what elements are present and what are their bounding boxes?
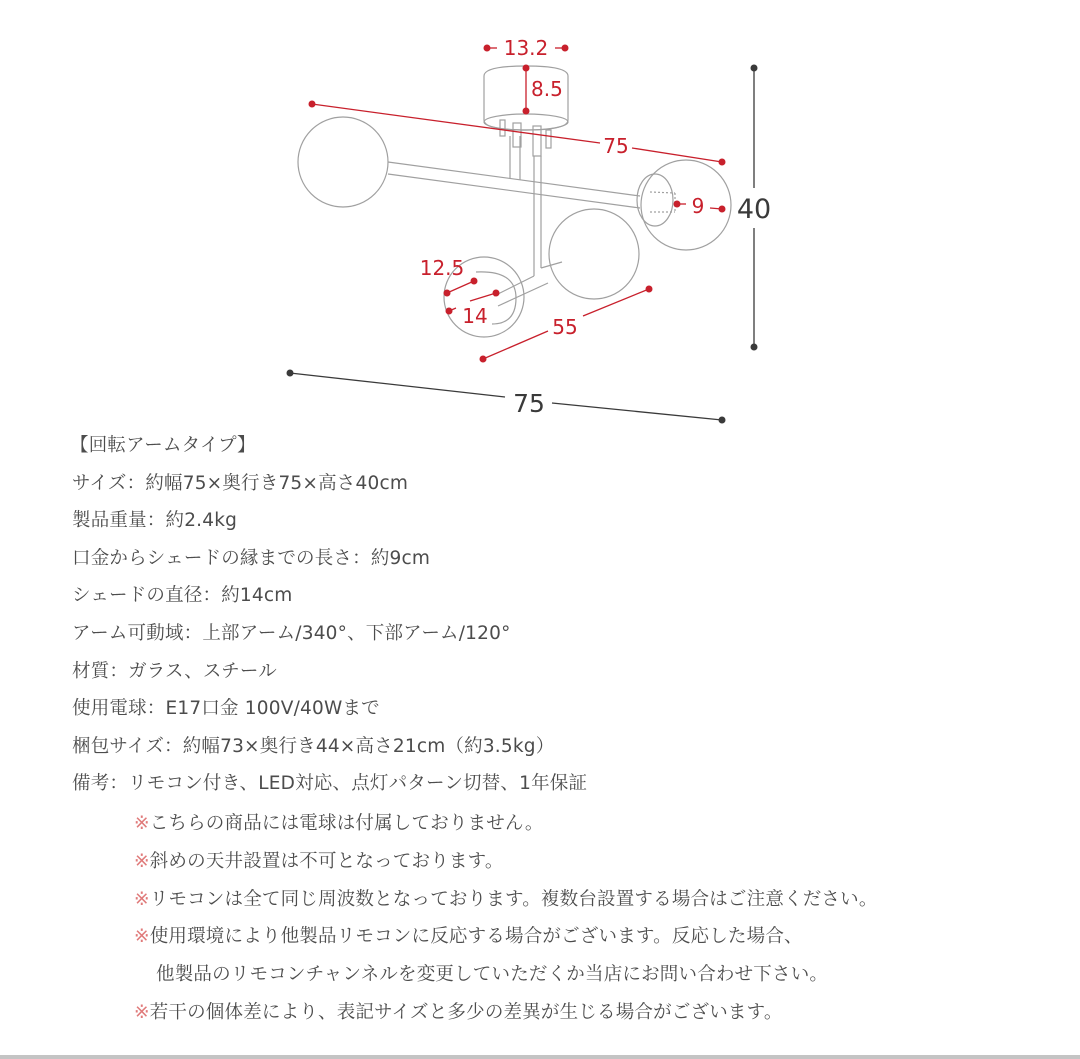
note-mark-icon: ※ [134,888,150,910]
spec-list [72,427,587,803]
note-text: 若干の個体差により、表記サイズと多少の差異が生じる場合がございます。 [149,1001,783,1023]
spec-remarks: 備考：リモコン付き、LED対応、点灯パターン切替、1年保証 [72,773,588,795]
lamp-outline [298,66,731,337]
note-text: 使用環境により他製品リモコンに反応する場合がございます。反応した場合、 [149,926,803,948]
dim-label-shade-diameter: 14 [462,304,488,328]
spec-socket-length: 口金からシェードの縁までの長さ：約9cm [72,547,431,569]
note-text: 他製品のリモコンチャンネルを変更していただくか当店にお問い合わせ下さい。 [156,964,829,986]
bottom-divider [0,1055,1080,1059]
notes-list [134,805,878,1032]
note-text: こちらの商品には電球は付属しておりません。 [149,813,544,834]
dark-dimensions [287,65,758,424]
spec-bulb: 使用電球：E17口金 100V/40Wまで [72,698,380,720]
spec-package-size: 梱包サイズ：約幅73×奥行き44×高さ21cm（約3.5kg） [72,735,555,757]
product-dimension-diagram [0,0,1080,430]
spec-arm-range: アーム可動域：上部アーム/340°、下部アーム/120° [72,622,511,644]
red-dimensions [309,45,726,363]
spec-size: サイズ：約幅75×奥行き75×高さ40cm [72,472,409,494]
note-mark-icon: ※ [134,850,150,872]
note-item [134,805,878,843]
dim-label-lower-span: 55 [552,315,578,339]
spec-weight: 製品重量：約2.4kg [72,510,238,532]
spec-material: 材質：ガラス、スチール [72,660,277,682]
note-item-continuation [134,956,878,994]
spec-title: 【回転アームタイプ】 [70,435,256,456]
note-text: リモコンは全て同じ周波数となっております。複数台設置する場合はご注意ください。 [149,888,878,910]
dim-label-shade-opening: 12.5 [419,256,465,280]
note-item [134,881,878,919]
dim-label-socket-to-rim: 9 [691,194,705,218]
note-item [134,843,878,881]
note-item [134,918,878,956]
note-mark-icon: ※ [134,1001,150,1023]
spec-shade-diameter: シェードの直径：約14cm [72,585,293,607]
dim-label-total-height: 40 [736,194,772,225]
dim-label-total-width: 75 [513,389,545,418]
note-text: 斜めの天井設置は不可となっております。 [149,850,504,872]
note-item [134,994,878,1032]
dim-label-canopy-width: 13.2 [503,36,549,60]
note-mark-icon: ※ [134,813,150,834]
dim-label-canopy-height: 8.5 [531,77,563,101]
dim-label-upper-span: 75 [603,134,629,158]
note-mark-icon: ※ [134,926,150,948]
